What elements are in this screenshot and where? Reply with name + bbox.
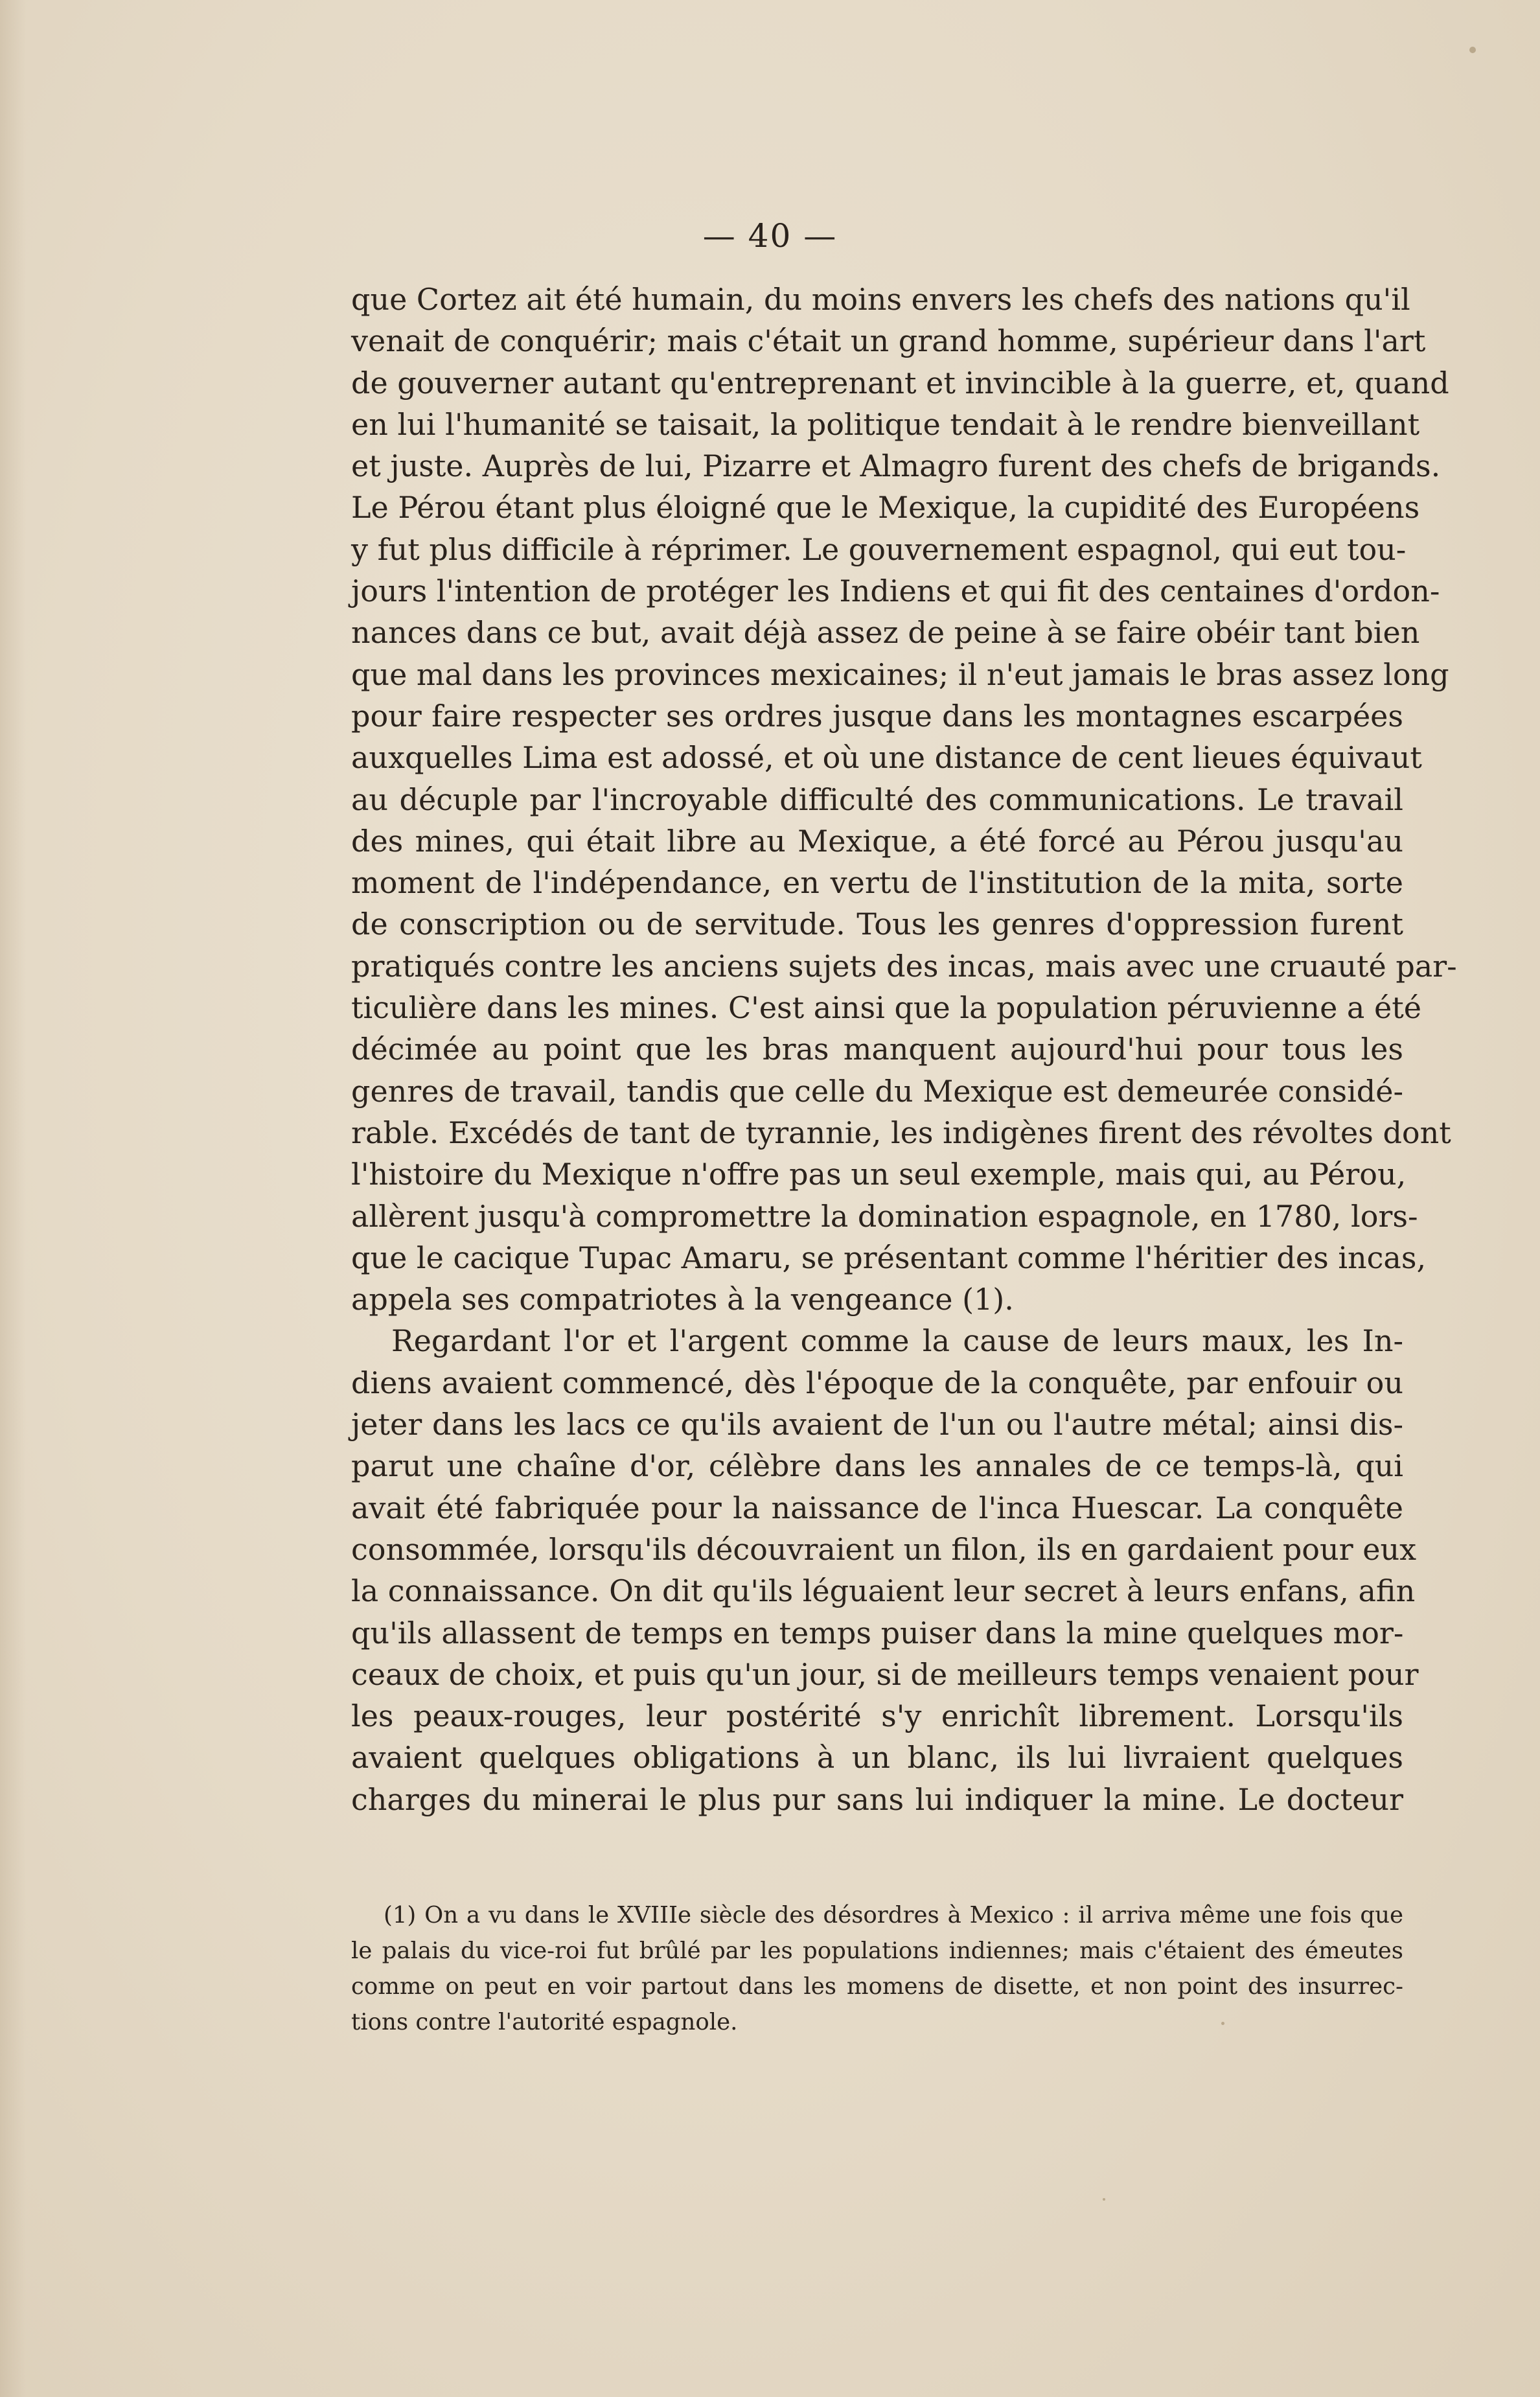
text-line: venait de conquérir; mais c'était un grand homme, supérieur dans l'art [351, 323, 1426, 359]
text-line: avaient quelques obligations à un blanc, ils lui livraient quelques [351, 1740, 1403, 1776]
text-line: jours l'intention de protéger les Indiens et qui fit des centaines d'ordon- [351, 573, 1440, 609]
body-text [351, 279, 1457, 1820]
text-line: que le cacique Tupac Amaru, se présentant comme l'héritier des incas, [351, 1240, 1427, 1275]
page-edge-shadow [0, 0, 26, 2397]
paper-speck [1103, 2198, 1105, 2201]
paragraph-end-line: appela ses compatriotes à la vengeance (1). [351, 1282, 1014, 1317]
text-line: genres de travail, tandis que celle du Mexique est demeurée considé- [351, 1073, 1403, 1109]
text-line: des mines, qui était libre au Mexique, a été forcé au Pérou jusqu'au [351, 823, 1403, 859]
text-line: moment de l'indépendance, en vertu de l'institution de la mita, sorte [351, 865, 1403, 901]
text-line: de gouverner autant qu'entreprenant et invincible à la guerre, et, quand [351, 365, 1449, 400]
paragraph-start-line: Regardant l'or et l'argent comme la cause de leurs maux, les In- [391, 1323, 1403, 1359]
text-line: rable. Excédés de tant de tyrannie, les indigènes firent des révoltes dont [351, 1115, 1451, 1150]
text-line: pratiqués contre les anciens sujets des incas, mais avec une cruauté par- [351, 948, 1457, 984]
text-line: que Cortez ait été humain, du moins envers les chefs des nations qu'il [351, 282, 1410, 317]
text-line: en lui l'humanité se taisait, la politique tendait à le rendre bienveillant [351, 406, 1420, 442]
text-line: et juste. Auprès de lui, Pizarre et Almagro furent des chefs de brigands. [351, 448, 1441, 484]
footnote-line: le palais du vice-roi fut brûlé par les populations indiennes; mais c'étaient des émeutes [351, 1938, 1403, 1964]
text-line: avait été fabriquée pour la naissance de l'inca Huescar. La conquête [351, 1490, 1403, 1525]
text-line: la connaissance. On dit qu'ils léguaient leur secret à leurs enfans, afin [351, 1573, 1416, 1609]
text-line: de conscription ou de servitude. Tous les genres d'oppression furent [351, 907, 1403, 942]
text-line: qu'ils allassent de temps en temps puiser dans la mine quelques mor- [351, 1615, 1404, 1650]
text-line: ticulière dans les mines. C'est ainsi que la population péruvienne a été [351, 990, 1421, 1026]
paper-speck [1469, 47, 1476, 53]
footnote [351, 1897, 1403, 2040]
text-line: jeter dans les lacs ce qu'ils avaient de l'un ou l'autre métal; ainsi dis- [351, 1407, 1403, 1442]
page-number: — 40 — [702, 217, 838, 255]
text-line: les peaux-rouges, leur postérité s'y enrichît librement. Lorsqu'ils [351, 1698, 1403, 1734]
paper-speck [1221, 2022, 1224, 2025]
text-line: décimée au point que les bras manquent aujourd'hui pour tous les [351, 1032, 1403, 1067]
text-line: allèrent jusqu'à compromettre la domination espagnole, en 1780, lors- [351, 1198, 1418, 1234]
text-line: diens avaient commencé, dès l'époque de la conquête, par enfouir ou [351, 1365, 1403, 1400]
text-line: parut une chaîne d'or, célèbre dans les annales de ce temps-là, qui [351, 1448, 1403, 1484]
text-line: nances dans ce but, avait déjà assez de peine à se faire obéir tant bien [351, 615, 1420, 651]
footnote-line: tions contre l'autorité espagnole. [351, 2009, 738, 2035]
text-line: l'histoire du Mexique n'offre pas un seul exemple, mais qui, au Pérou, [351, 1157, 1407, 1192]
text-line: Le Pérou étant plus éloigné que le Mexique, la cupidité des Européens [351, 490, 1420, 526]
text-line: ceaux de choix, et puis qu'un jour, si de meilleurs temps venaient pour [351, 1656, 1419, 1692]
text-line: consommée, lorsqu'ils découvraient un filon, ils en gardaient pour eux [351, 1531, 1417, 1567]
text-line: pour faire respecter ses ordres jusque dans les montagnes escarpées [351, 698, 1403, 734]
text-line: charges du minerai le plus pur sans lui indiquer la mine. Le docteur [351, 1781, 1403, 1817]
footnote-line: comme on peut en voir partout dans les momens de disette, et non point des insurrec- [351, 1973, 1403, 2000]
text-line: auxquelles Lima est adossé, et où une distance de cent lieues équivaut [351, 740, 1422, 776]
text-line: y fut plus difficile à réprimer. Le gouvernement espagnol, qui eut tou- [351, 531, 1407, 567]
text-line: au décuple par l'incroyable difficulté des communications. Le travail [351, 782, 1403, 817]
footnote-line: (1) On a vu dans le XVIIIe siècle des désordres à Mexico : il arriva même une fois que [384, 1902, 1403, 1928]
text-line: que mal dans les provinces mexicaines; il n'eut jamais le bras assez long [351, 656, 1449, 692]
